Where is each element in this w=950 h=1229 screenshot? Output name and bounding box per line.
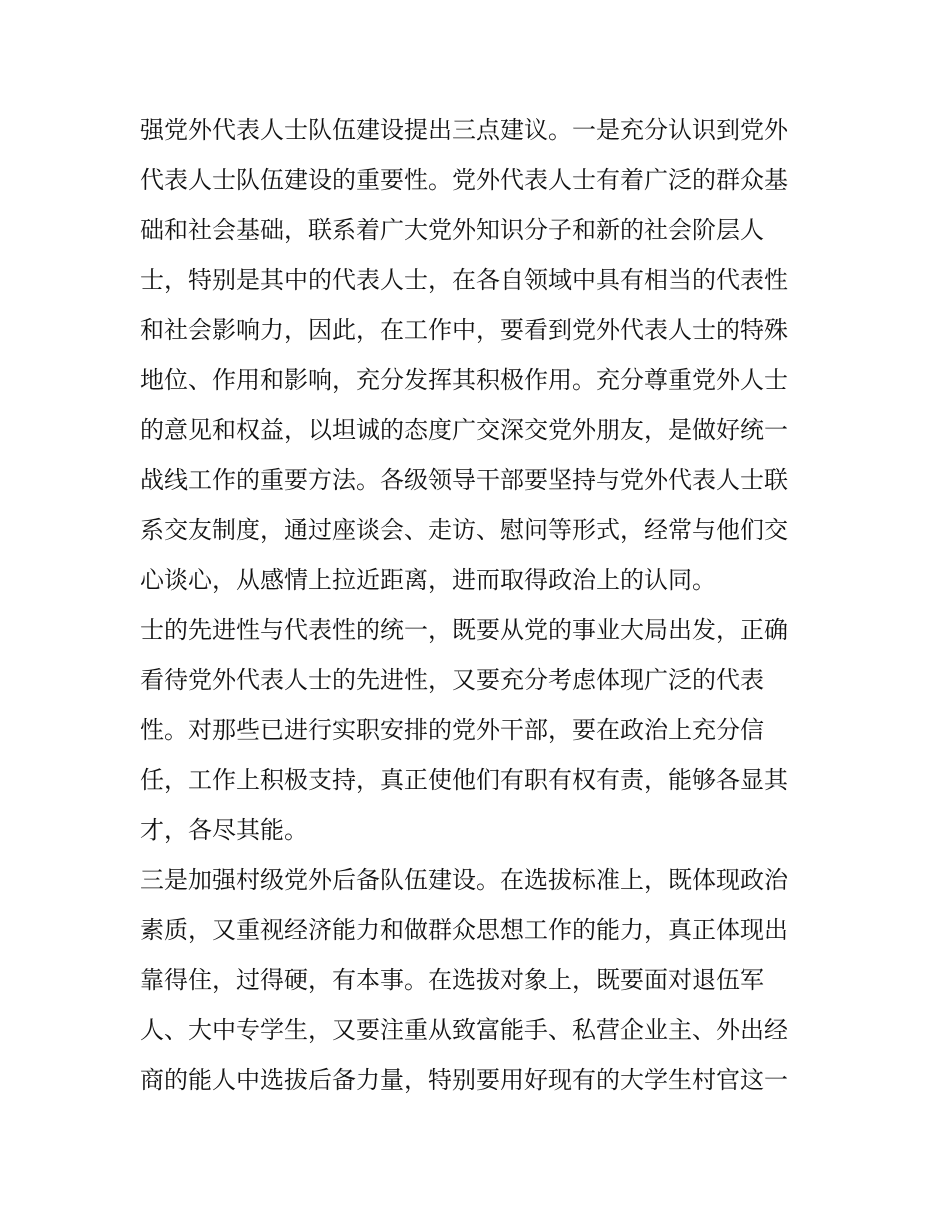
text-line: 靠得住，过得硬，有本事。在选拔对象上，既要面对退伍军 (140, 966, 764, 994)
text-line: 三是加强村级党外后备队伍建设。在选拔标准上，既体现政治 (140, 866, 788, 894)
text-line: 看待党外代表人士的先进性，又要充分考虑体现广泛的代表 (140, 666, 764, 694)
text-line: 心谈心，从感情上拉近距离，进而取得政治上的认同。 (140, 566, 716, 594)
text-line: 和社会影响力，因此，在工作中，要看到党外代表人士的特殊 (140, 316, 788, 344)
text-line: 才，各尽其能。 (140, 816, 308, 844)
text-line: 强党外代表人士队伍建设提出三点建议。一是充分认识到党外 (140, 116, 788, 144)
text-line: 商的能人中选拔后备力量，特别要用好现有的大学生村官这一 (140, 1066, 788, 1094)
text-line: 士，特别是其中的代表人士，在各自领域中具有相当的代表性 (140, 266, 788, 294)
text-line: 的意见和权益，以坦诚的态度广交深交党外朋友，是做好统一 (140, 416, 788, 444)
text-line: 人、大中专学生，又要注重从致富能手、私营企业主、外出经 (140, 1016, 788, 1044)
text-line: 战线工作的重要方法。各级领导干部要坚持与党外代表人士联 (140, 466, 788, 494)
text-line: 础和社会基础，联系着广大党外知识分子和新的社会阶层人 (140, 216, 764, 244)
text-line: 任，工作上积极支持，真正使他们有职有权有责，能够各显其 (140, 766, 788, 794)
text-line: 素质，又重视经济能力和做群众思想工作的能力，真正体现出 (140, 916, 788, 944)
text-line: 代表人士队伍建设的重要性。党外代表人士有着广泛的群众基 (140, 166, 788, 194)
text-line: 系交友制度，通过座谈会、走访、慰问等形式，经常与他们交 (140, 516, 788, 544)
text-line: 士的先进性与代表性的统一，既要从党的事业大局出发，正确 (140, 616, 788, 644)
text-line: 地位、作用和影响，充分发挥其积极作用。充分尊重党外人士 (140, 366, 788, 394)
text-line: 性。对那些已进行实职安排的党外干部，要在政治上充分信 (140, 716, 764, 744)
